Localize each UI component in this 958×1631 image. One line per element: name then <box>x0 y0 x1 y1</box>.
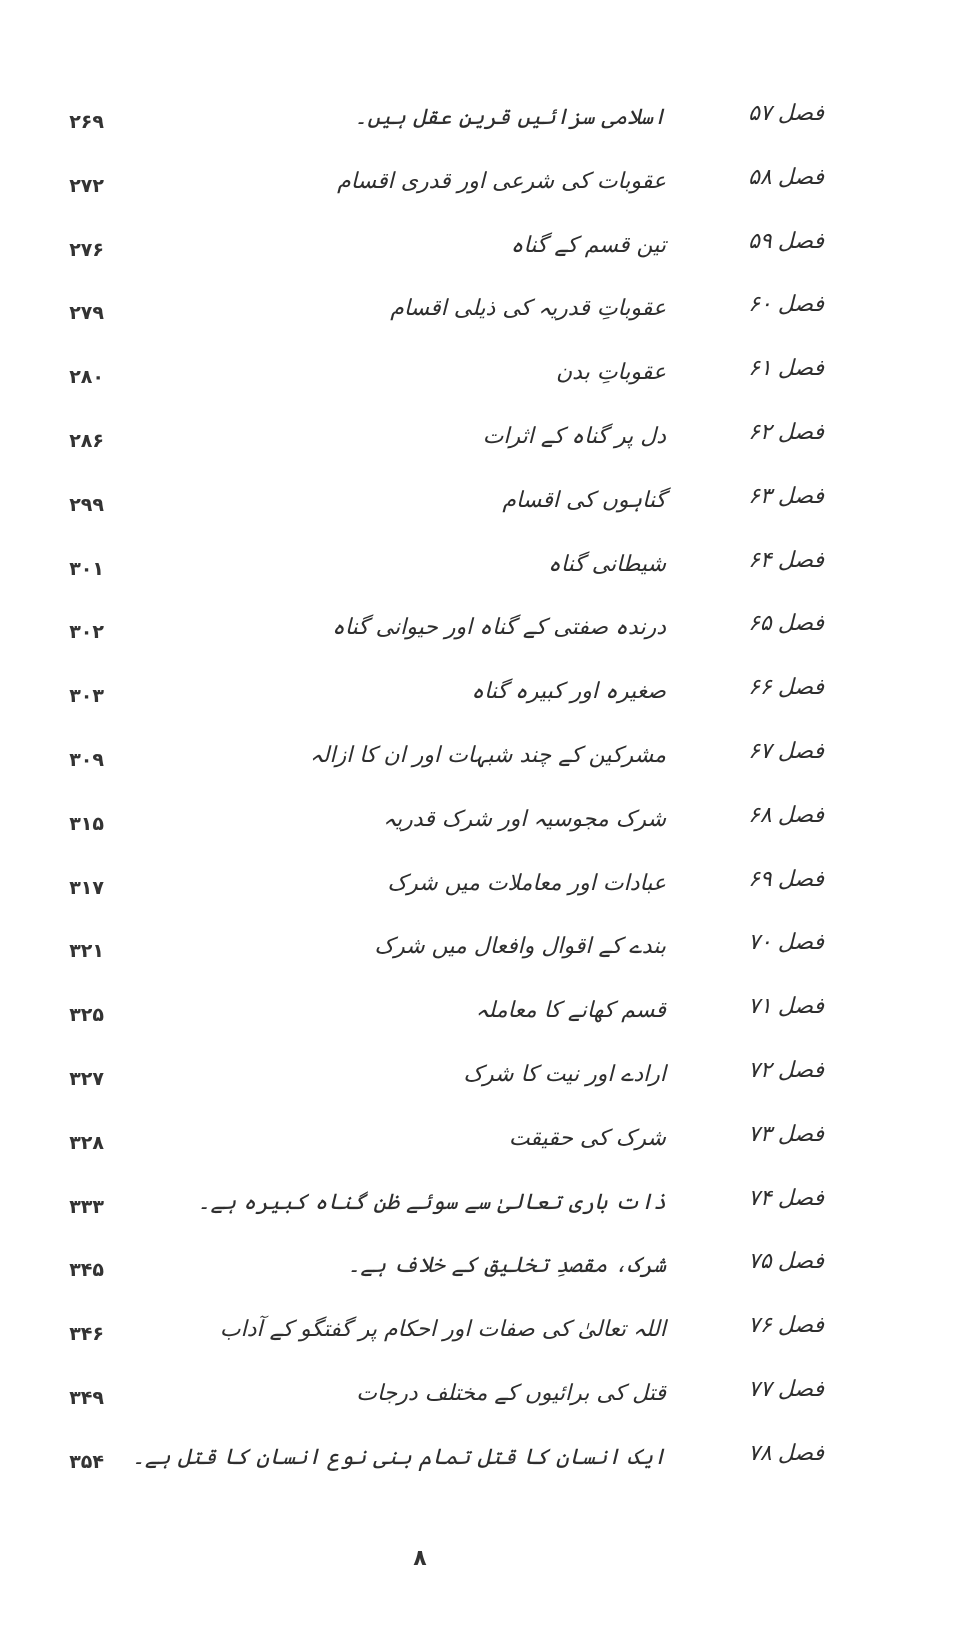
chapter-number: ۷۷ <box>748 1376 772 1402</box>
page-ref: ۳۲۸ <box>69 1131 104 1154</box>
toc-entry[interactable] <box>0 925 958 989</box>
chapter-label <box>748 1117 824 1153</box>
page-ref: ۲۷۶ <box>69 238 104 261</box>
page-ref: ۲۷۲ <box>69 174 104 197</box>
chapter-number: ۶۲ <box>748 419 772 445</box>
chapter-label <box>748 351 824 387</box>
chapter-title: صغیرہ اور کبیرہ گناہ <box>471 679 666 705</box>
toc-entry[interactable] <box>0 989 958 1053</box>
chapter-number: ۷۱ <box>748 994 772 1020</box>
page-ref: ۳۳۳ <box>69 1195 104 1218</box>
page-ref: ۳۴۵ <box>69 1259 104 1282</box>
chapter-title: شرک مجوسیہ اور شرک قدریہ <box>383 806 666 832</box>
chapter-word: فصل <box>777 1440 824 1466</box>
chapter-word: فصل <box>777 1185 824 1211</box>
toc-entry[interactable] <box>0 862 958 926</box>
chapter-word: فصل <box>777 802 824 828</box>
chapter-word: فصل <box>777 611 824 637</box>
chapter-number: ۷۸ <box>748 1440 772 1466</box>
chapter-word: فصل <box>777 483 824 509</box>
chapter-label <box>748 1181 824 1217</box>
toc-entry[interactable] <box>0 96 958 160</box>
page-ref: ۳۰۳ <box>69 685 104 708</box>
chapter-word: فصل <box>777 1121 824 1147</box>
chapter-label <box>748 670 824 706</box>
toc-entry[interactable] <box>0 1436 958 1500</box>
toc-entry[interactable] <box>0 1117 958 1181</box>
chapter-number: ۷۴ <box>748 1185 772 1211</box>
toc-entry[interactable] <box>0 479 958 543</box>
chapter-number: ۶۴ <box>748 547 772 573</box>
chapter-number: ۷۵ <box>748 1249 772 1275</box>
toc-entry[interactable] <box>0 543 958 607</box>
toc-entry[interactable] <box>0 734 958 798</box>
page-number: ۸ <box>413 1546 427 1571</box>
toc-entry[interactable] <box>0 1244 958 1308</box>
chapter-word: فصل <box>777 1313 824 1339</box>
chapter-number: ۷۰ <box>748 930 772 956</box>
chapter-number: ۵۸ <box>748 164 772 190</box>
chapter-label <box>748 160 824 196</box>
chapter-label <box>748 734 824 770</box>
chapter-word: فصل <box>777 930 824 956</box>
chapter-title: قسم کھانے کا معاملہ <box>475 998 666 1024</box>
toc-entry[interactable] <box>0 351 958 415</box>
chapter-word: فصل <box>777 1057 824 1083</box>
chapter-title: شرک، مقصدِ تخلیق کے خلاف ہے۔ <box>347 1253 666 1279</box>
chapter-number: ۶۹ <box>748 866 772 892</box>
chapter-label <box>748 925 824 961</box>
chapter-number: ۷۳ <box>748 1121 772 1147</box>
chapter-number: ۶۷ <box>748 738 772 764</box>
chapter-word: فصل <box>777 675 824 701</box>
chapter-number: ۶۳ <box>748 483 772 509</box>
chapter-label <box>748 96 824 132</box>
chapter-title: بندے کے اقوال وافعال میں شرک <box>374 934 666 960</box>
page-ref: ۲۶۹ <box>69 111 104 133</box>
chapter-label <box>748 1308 824 1344</box>
chapter-label <box>748 989 824 1025</box>
chapter-label <box>748 415 824 451</box>
chapter-title: شرک کی حقیقت <box>508 1125 666 1151</box>
chapter-title: تین قسم کے گناہ <box>510 232 666 258</box>
chapter-title: ذات باری تعالیٰ سے سوئے ظن گناہ کبیرہ ہے۔ <box>197 1189 666 1215</box>
page-ref: ۲۹۹ <box>69 493 104 516</box>
chapter-number: ۶۰ <box>748 292 772 318</box>
chapter-word: فصل <box>777 356 824 382</box>
chapter-title: عقوبات کی شرعی اور قدری اقسام <box>337 168 666 194</box>
chapter-title: عبادات اور معاملات میں شرک <box>387 870 666 896</box>
chapter-label <box>748 798 824 834</box>
toc-entry[interactable] <box>0 1181 958 1245</box>
toc-entry[interactable] <box>0 224 958 288</box>
chapter-title: ارادے اور نیت کا شرک <box>463 1061 666 1087</box>
page-ref: ۲۸۶ <box>69 429 104 452</box>
chapter-word: فصل <box>777 547 824 573</box>
page-ref: ۳۲۷ <box>69 1067 104 1090</box>
chapter-number: ۵۹ <box>748 228 772 254</box>
chapter-number: ۷۲ <box>748 1057 772 1083</box>
chapter-number: ۵۷ <box>748 101 772 126</box>
chapter-word: فصل <box>777 228 824 254</box>
chapter-label <box>748 543 824 579</box>
chapter-label <box>748 1244 824 1280</box>
page-ref: ۳۰۱ <box>69 557 104 580</box>
page-ref: ۲۸۰ <box>69 366 104 389</box>
chapter-number: ۷۶ <box>748 1313 772 1339</box>
chapter-number: ۶۸ <box>748 802 772 828</box>
page-ref: ۳۰۹ <box>69 748 104 771</box>
chapter-title: اللہ تعالیٰ کی صفات اور احکام پر گفتگو کے آداب <box>219 1317 666 1343</box>
toc-entry[interactable] <box>0 670 958 734</box>
chapter-word: فصل <box>777 1376 824 1402</box>
chapter-word: فصل <box>777 292 824 318</box>
page-ref: ۲۷۹ <box>69 302 104 325</box>
toc-entry[interactable] <box>0 1053 958 1117</box>
chapter-word: فصل <box>777 164 824 190</box>
page-ref: ۳۲۵ <box>69 1004 104 1027</box>
toc-entry[interactable] <box>0 1308 958 1372</box>
toc-entry[interactable] <box>0 160 958 224</box>
chapter-title: اسلامی سزائیں قرینِ عقل ہیں۔ <box>354 105 666 130</box>
chapter-word: فصل <box>777 994 824 1020</box>
chapter-title: دل پر گناہ کے اثرات <box>482 423 666 449</box>
chapter-title: عقوباتِ قدریہ کی ذیلی اقسام <box>390 296 666 322</box>
chapter-word: فصل <box>777 419 824 445</box>
toc-entry[interactable] <box>0 415 958 479</box>
chapter-label <box>748 479 824 515</box>
chapter-label <box>748 287 824 323</box>
chapter-title: مشرکین کے چند شبہات اور ان کا ازالہ <box>309 742 666 768</box>
chapter-label <box>748 1053 824 1089</box>
chapter-label <box>748 606 824 642</box>
chapter-title: درندہ صفتی کے گناہ اور حیوانی گناہ <box>331 615 666 641</box>
chapter-word: فصل <box>777 101 824 126</box>
page-ref: ۳۲۱ <box>69 940 104 963</box>
chapter-title: عقوباتِ بدن <box>556 360 666 386</box>
toc-entry[interactable] <box>0 1372 958 1436</box>
chapter-number: ۶۶ <box>748 675 772 701</box>
chapter-title: ایک انسان کا قتل تمام بنی نوع انسان کا قتل ہے۔ <box>132 1444 666 1470</box>
toc-entry[interactable] <box>0 287 958 351</box>
chapter-word: فصل <box>777 738 824 764</box>
chapter-label <box>748 1372 824 1408</box>
chapter-title: گناہوں کی اقسام <box>502 487 666 513</box>
table-of-contents <box>0 96 958 1500</box>
chapter-label <box>748 862 824 898</box>
chapter-word: فصل <box>777 1249 824 1275</box>
chapter-word: فصل <box>777 866 824 892</box>
chapter-label <box>748 1436 824 1472</box>
page-ref: ۳۴۶ <box>69 1323 104 1346</box>
toc-entry[interactable] <box>0 606 958 670</box>
page-ref: ۳۰۲ <box>69 621 104 644</box>
page-ref: ۳۱۵ <box>69 812 104 835</box>
page-ref: ۳۴۹ <box>69 1386 104 1409</box>
page-ref: ۳۵۴ <box>69 1450 104 1473</box>
chapter-title: شیطانی گناہ <box>548 551 666 577</box>
chapter-number: ۶۱ <box>748 356 772 382</box>
chapter-number: ۶۵ <box>748 611 772 637</box>
toc-entry[interactable] <box>0 798 958 862</box>
chapter-title: قتل کی برائیوں کے مختلف درجات <box>356 1380 666 1406</box>
chapter-label <box>748 224 824 260</box>
page-ref: ۳۱۷ <box>69 876 104 899</box>
